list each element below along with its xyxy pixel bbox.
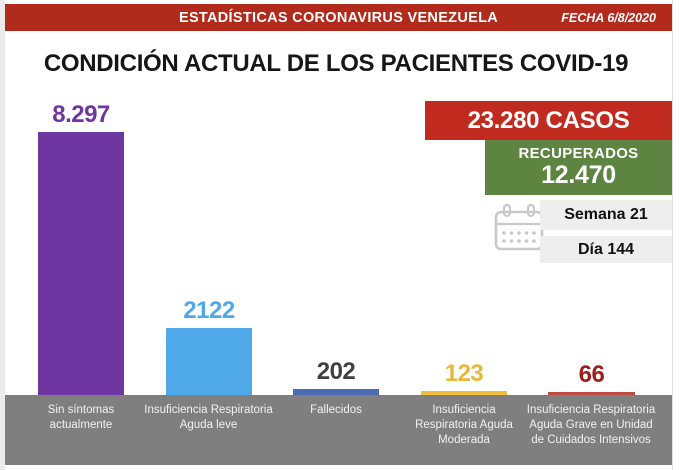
day-badge: Día 144 — [540, 236, 672, 263]
total-cases-value: 23.280 CASOS — [467, 106, 630, 134]
bar-group-fallecidos — [293, 95, 379, 395]
bar-value-label: 202 — [316, 358, 356, 385]
header-title: ESTADÍSTICAS CORONAVIRUS VENEZUELA — [178, 9, 499, 26]
bar-ira-leve — [166, 328, 252, 395]
x-axis-label-ira-moderada: Insuficiencia Respiratoria Aguda Moderada — [415, 404, 513, 446]
recovered-value: 12.470 — [541, 161, 616, 189]
x-axis-band — [5, 395, 672, 465]
bar-value-label: 2122 — [183, 297, 235, 324]
page-title: CONDICIÓN ACTUAL DE LOS PACIENTES COVID-19 — [43, 50, 629, 77]
total-cases-banner — [425, 101, 672, 140]
bar-value-label: 66 — [578, 361, 605, 388]
slide-right-margin — [672, 0, 680, 470]
recovered-label: RECUPERADOS — [518, 144, 639, 162]
recovered-banner — [485, 140, 672, 195]
x-axis-label-ira-leve: Insuficiencia Respiratoria Aguda leve — [144, 404, 273, 431]
x-axis-label-fallecidos: Fallecidos — [310, 404, 362, 416]
bar-value-label: 123 — [444, 360, 484, 387]
x-axis-label-ira-grave: Insuficiencia Respiratoria Aguda Grave en Unidad de Cuidados Intensivos — [526, 404, 656, 446]
x-axis-label-sin-sintomas: Sin síntomas actualmente — [47, 404, 115, 431]
week-badge: Semana 21 — [540, 200, 672, 230]
bar-group-sin-sintomas — [38, 95, 124, 395]
header-bar — [5, 4, 672, 31]
bar-sin-sintomas — [38, 132, 124, 395]
calendar-icon — [492, 203, 546, 253]
header-date: FECHA 6/8/2020 — [561, 10, 656, 25]
bar-value-label: 8.297 — [52, 101, 110, 128]
bar-group-ira-leve — [166, 95, 252, 395]
